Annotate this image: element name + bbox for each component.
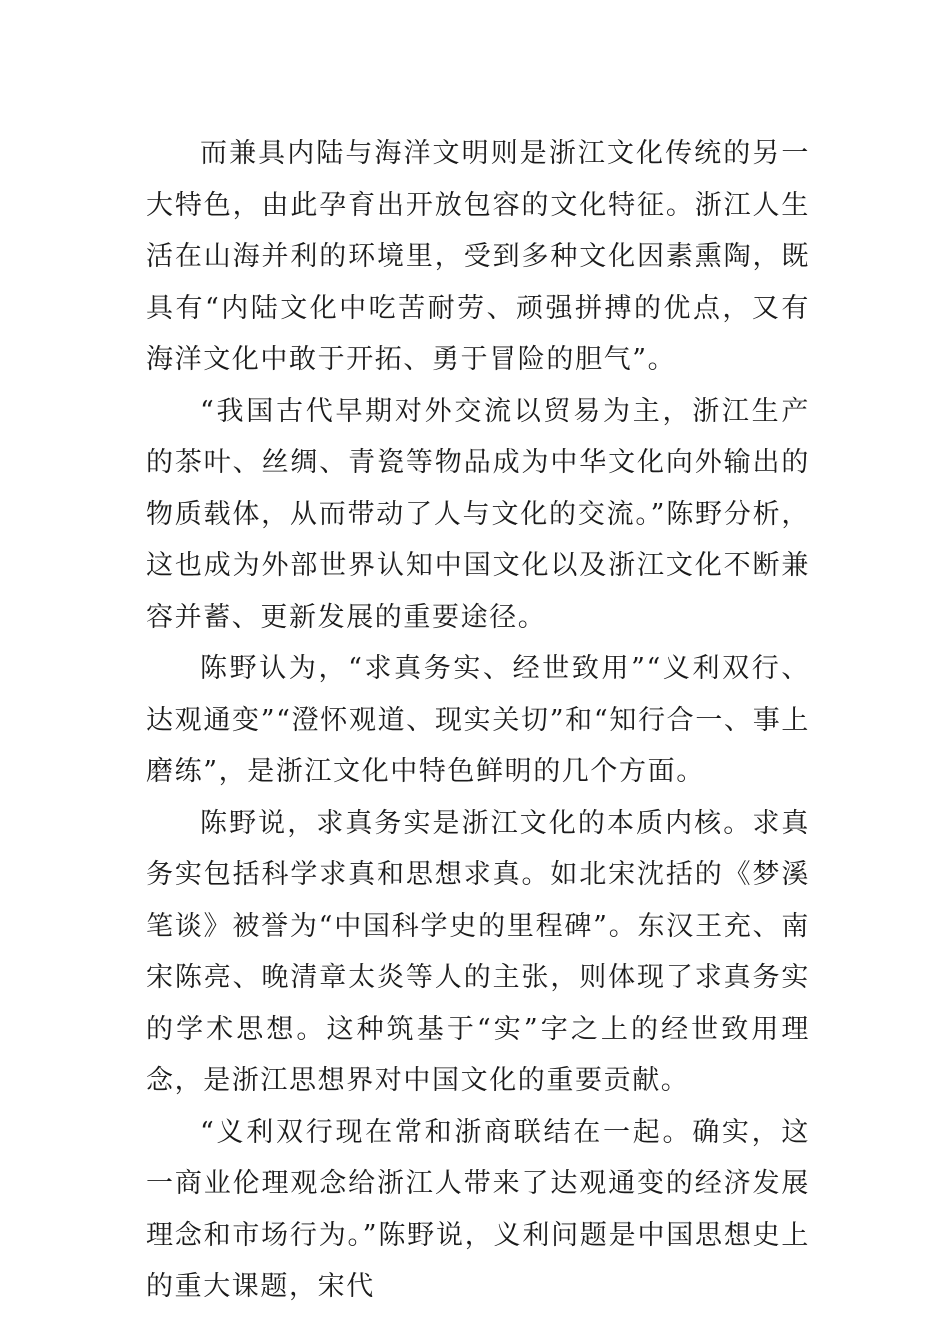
- paragraph-1: 而兼具内陆与海洋文明则是浙江文化传统的另一大特色，由此孕育出开放包容的文化特征。浙江人生活在山海并利的环境里，受到多种文化因素熏陶，既具有“内陆文化中吃苦耐劳、顽强拼搏的优点，又有海洋文化中敢于开拓、勇于冒险的胆气”。: [146, 138, 810, 375]
- paragraph-2: “我国古代早期对外交流以贸易为主，浙江生产的茶叶、丝绸、青瓷等物品成为中华文化向外输出的物质载体，从而带动了人与文化的交流。”陈野分析，这也成为外部世界认知中国文化以及浙江文化不断兼容并蓄、更新发展的重要途径。: [146, 395, 810, 633]
- article-body: [146, 128, 810, 1313]
- paragraph-3: 陈野认为，“求真务实、经世致用”“义利双行、达观通变”“澄怀观道、现实关切”和“知行合一、事上磨练”，是浙江文化中特色鲜明的几个方面。: [146, 653, 810, 787]
- paragraph-4: 陈野说，求真务实是浙江文化的本质内核。求真务实包括科学求真和思想求真。如北宋沈括的《梦溪笔谈》被誉为“中国科学史的里程碑”。东汉王充、南宋陈亮、晚清章太炎等人的主张，则体现了求真务实的学术思想。这种筑基于“实”字之上的经世致用理念，是浙江思想界对中国文化的重要贡献。: [146, 807, 810, 1096]
- paragraph-5: “义利双行现在常和浙商联结在一起。确实，这一商业伦理观念给浙江人带来了达观通变的经济发展理念和市场行为。”陈野说，义利问题是中国思想史上的重大课题，宋代: [146, 1116, 810, 1302]
